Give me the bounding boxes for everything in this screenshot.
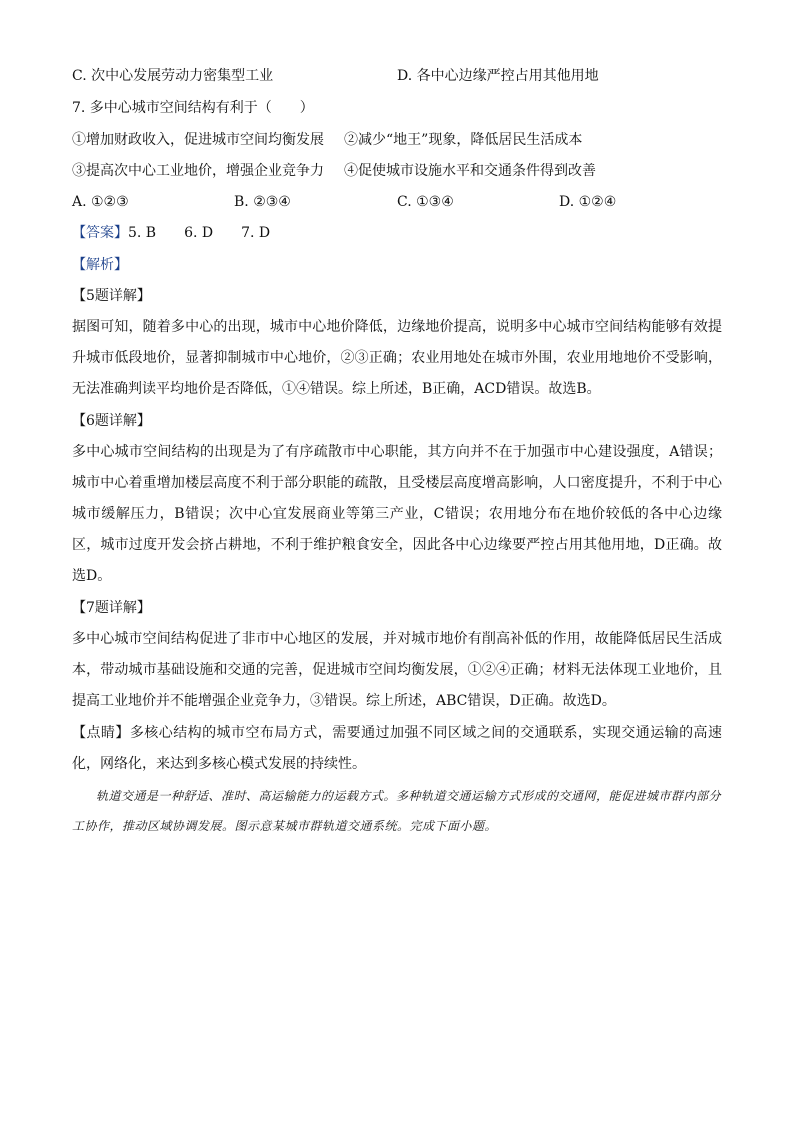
detail7-title: 【7题详解】 [72, 600, 151, 616]
comment-tag: 【点睛】 [72, 725, 130, 741]
q7-statements-row-1 [72, 130, 722, 150]
answer-text: 5. B 6. D 7. D [128, 225, 271, 241]
detail5-title: 【5题详解】 [72, 288, 151, 304]
q7-options-row [72, 192, 722, 212]
detail6-body: 多中心城市空间结构的出现是为了有序疏散市中心职能，其方向并不在于加强市中心建设强度，A错误；城市中心着重增加楼层高度不利于部分职能的疏散，且受楼层高度增高影响，人口密度提升，不利于中心城市缓解压力，B错误；次中心宜发展商业等第三产业，C错误；农用地分布在地价较低的各中心边缘区，城市过度开发会挤占耕地，不利于维护粮食安全，因此各中心边缘要严控占用其他用地，D正确。故选D。 [72, 444, 722, 584]
next-material-intro: 轨道交通是一种舒适、准时、高运输能力的运载方式。多种轨道交通运输方式形成的交通网，能促进城市群内部分工协作，推动区域协调发展。图示意某城市群轨道交通系统。完成下面小题。 [72, 789, 722, 833]
q7-statement-1: ①增加财政收入，促进城市空间均衡发展 [72, 132, 324, 148]
answer-line [72, 223, 270, 243]
detail5-body: 据图可知，随着多中心的出现，城市中心地价降低，边缘地价提高，说明多中心城市空间结构能够有效提升城市低段地价，显著抑制城市中心地价，②③正确；农业用地处在城市外围，农业用地地价不受影响，无法准确判读平均地价是否降低，①④错误。综上所述，B正确，ACD错误。故选B。 [72, 319, 722, 397]
q7-option-c: C. ①③④ [397, 194, 454, 210]
analysis-tag: 【解析】 [72, 257, 128, 273]
q6-options-row-cd [72, 66, 722, 86]
q7-statement-3: ③提高次中心工业地价，增强企业竞争力 [72, 163, 324, 179]
answer-tag: 【答案】 [72, 225, 128, 241]
detail7-body: 多中心城市空间结构促进了非市中心地区的发展，并对城市地价有削高补低的作用，故能降低居民生活成本，带动城市基础设施和交通的完善，促进城市空间均衡发展，①②④正确；材料无法体现工业地价，且提高工业地价并不能增强企业竞争力，③错误。综上所述，ABC错误，D正确。故选D。 [72, 631, 722, 709]
comment-paragraph [72, 718, 722, 780]
q7-stem: 7. 多中心城市空间结构有利于（ ） [72, 100, 314, 116]
q6-option-d: D. 各中心边缘严控占用其他用地 [397, 68, 599, 84]
q7-option-b: B. ②③④ [234, 194, 291, 210]
q7-statement-2: ②减少“地王”现象，降低居民生活成本 [344, 132, 583, 148]
q7-statements-row-2 [72, 161, 722, 181]
comment-body: 多核心结构的城市空布局方式，需要通过加强不同区域之间的交通联系，实现交通运输的高速化，网络化，来达到多核心模式发展的持续性。 [72, 725, 723, 772]
q7-option-d: D. ①②④ [559, 194, 617, 210]
q6-option-c: C. 次中心发展劳动力密集型工业 [72, 68, 274, 84]
q7-statement-4: ④促使城市设施水平和交通条件得到改善 [344, 163, 596, 179]
q7-option-a: A. ①②③ [72, 194, 129, 210]
detail6-title: 【6题详解】 [72, 413, 151, 429]
